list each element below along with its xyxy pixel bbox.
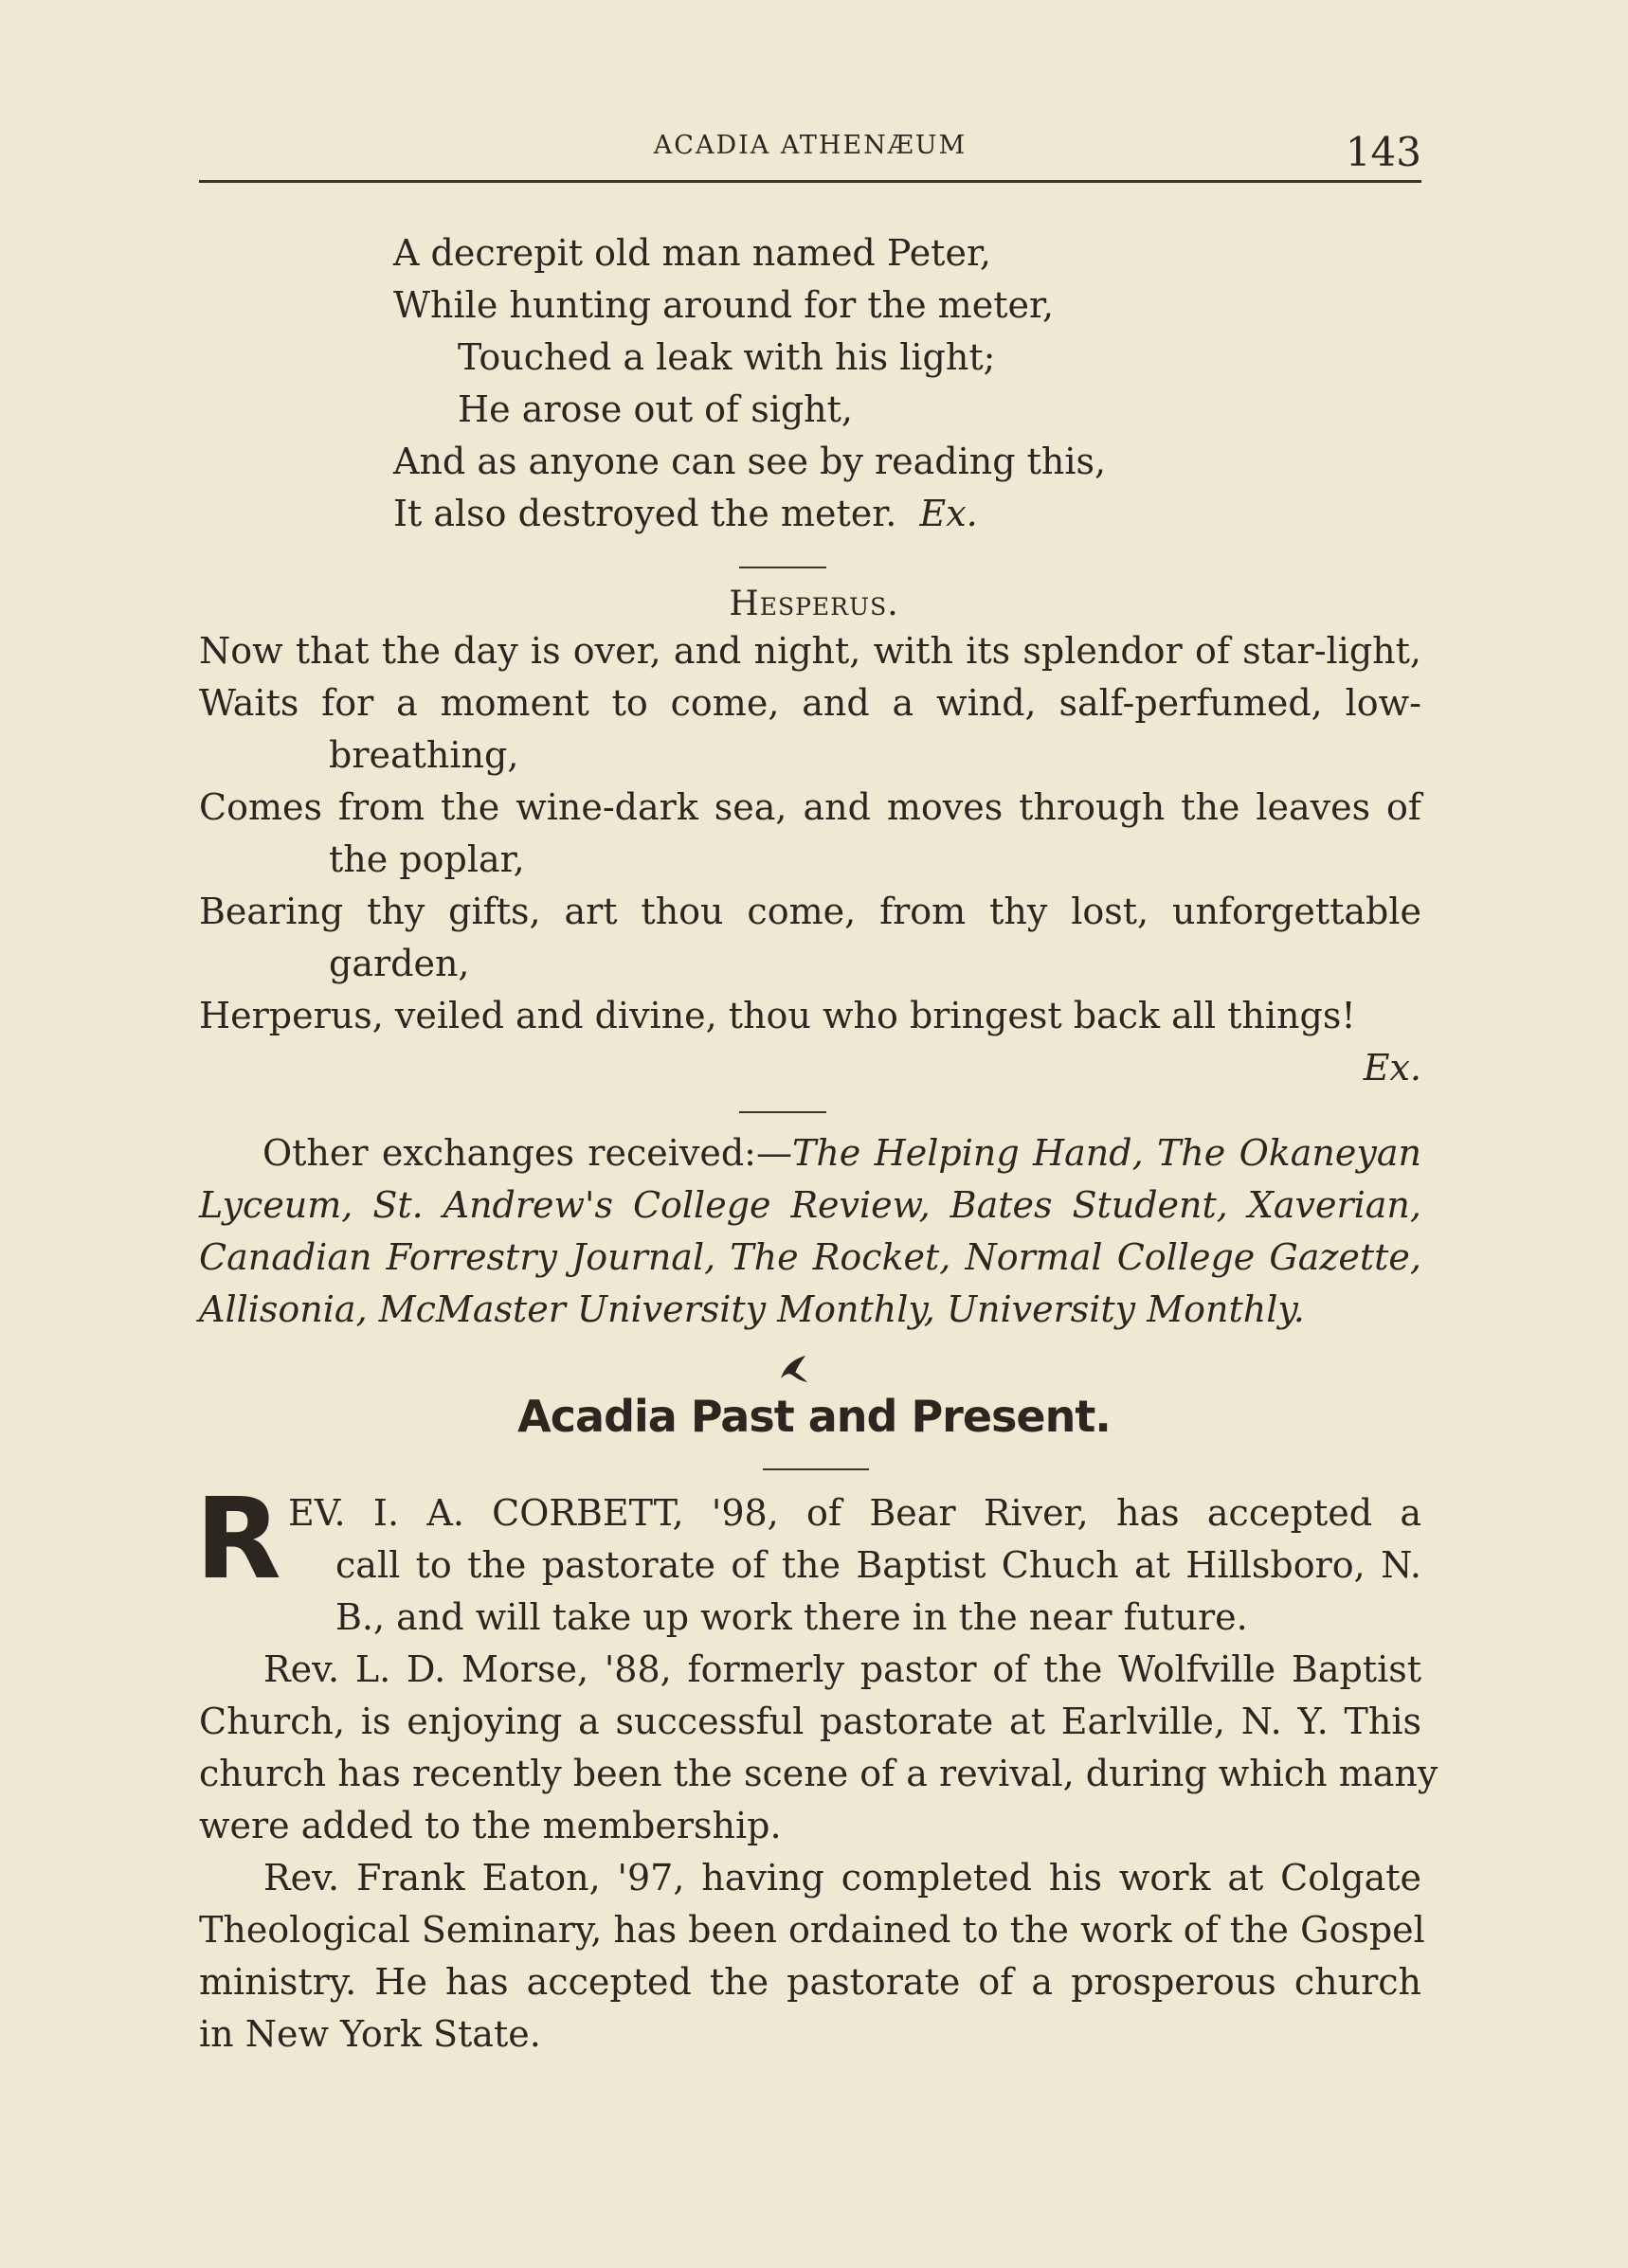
exchanges-line (199, 1127, 1421, 1179)
exchange-titles: Lyceum, St. Andrew's College Review, Bates Student, Xaverian, (199, 1184, 1421, 1226)
poem-line: It also destroyed the meter. (393, 493, 897, 534)
poem-line: He arose out of sight, (458, 388, 853, 430)
news-line: Theological Seminary, has been ordained to the work of the Gospel (199, 1909, 1425, 1951)
page-number: 143 (1345, 129, 1421, 175)
limerick-poem (393, 227, 1106, 540)
poem-line-with-source (393, 488, 1106, 540)
poem-line: While hunting around for the meter, (393, 284, 1055, 326)
poem-line: Comes from the wine-dark sea, and moves through the leaves of (199, 786, 1421, 828)
news-line: EV. I. A. CORBETT, '98, of Bear River, has accepted a (288, 1492, 1421, 1534)
exchange-titles: Allisonia, McMaster University Monthly, University Monthly. (199, 1288, 1305, 1330)
poem-line: the poplar, (329, 838, 525, 880)
poem-line: Bearing thy gifts, art thou come, from thy lost, unforgettable (199, 891, 1421, 932)
header-rule (199, 180, 1421, 183)
poem-line: Herperus, veiled and divine, thou who bringest back all things! (199, 995, 1356, 1036)
section-heading: Acadia Past and Present. (517, 1391, 1111, 1442)
hesperus-poem (199, 625, 1421, 1094)
separator-rule (739, 567, 826, 568)
news-line: Rev. Frank Eaton, '97, having completed his work at Colgate (263, 1857, 1421, 1899)
separator-rule (739, 1111, 826, 1113)
exchanges-line (199, 1179, 1421, 1232)
poem-title: Hesperus. (729, 585, 899, 623)
news-line: B., and will take up work there in the near future. (335, 1596, 1248, 1638)
news-line: were added to the membership. (199, 1805, 782, 1846)
exchanges-intro: Other exchanges received:— (262, 1132, 792, 1174)
news-line: ministry. He has accepted the pastorate of a prosperous church (199, 1961, 1421, 2003)
exchanges-line (199, 1284, 1421, 1336)
poem-line: garden, (329, 943, 470, 984)
source-credit: Ex. (919, 493, 978, 534)
news-line: church has recently been the scene of a revival, during which many (199, 1753, 1438, 1794)
exchange-titles: The Helping Hand, The Okaneyan (791, 1132, 1421, 1174)
poem-line: Waits for a moment to come, and a wind, salf-perfumed, low- (199, 682, 1421, 724)
exchanges-paragraph (199, 1127, 1421, 1336)
fleuron-ornament-icon (775, 1350, 813, 1388)
page-header (199, 131, 1421, 178)
news-line: Rev. L. D. Morse, '88, formerly pastor of the Wolfville Baptist (263, 1648, 1421, 1690)
poem-line: A decrepit old man named Peter, (393, 232, 992, 274)
source-credit: Ex. (1363, 1047, 1421, 1089)
exchange-titles: Canadian Forrestry Journal, The Rocket, Normal College Gazette, (199, 1236, 1421, 1278)
news-line: Church, is enjoying a successful pastorate at Earlville, N. Y. This (199, 1701, 1421, 1742)
poem-line: breathing, (329, 734, 519, 776)
drop-cap: R (195, 1473, 281, 1604)
poem-line: Touched a leak with his light; (458, 336, 996, 378)
exchanges-line (199, 1232, 1421, 1284)
poem-line: Now that the day is over, and night, with its splendor of star-light, (199, 630, 1421, 672)
poem-line: And as anyone can see by reading this, (393, 441, 1107, 482)
news-line: in New York State. (199, 2013, 541, 2055)
news-line: call to the pastorate of the Baptist Chuch at Hillsboro, N. (335, 1544, 1421, 1586)
running-title: ACADIA ATHENÆUM (653, 131, 968, 160)
news-section (195, 1473, 1438, 2061)
separator-rule (763, 1468, 869, 1470)
